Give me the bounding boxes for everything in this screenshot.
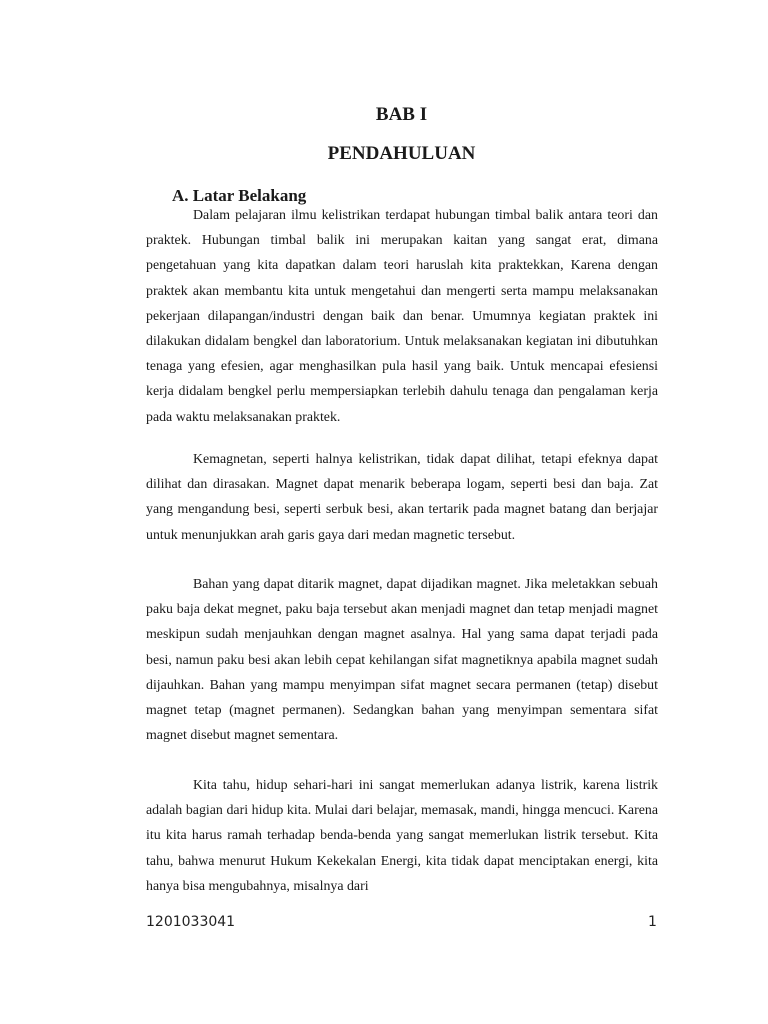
- paragraph-1: Dalam pelajaran ilmu kelistrikan terdapat hubungan timbal balik antara teori dan praktek. Hubungan timbal balik ini merupakan kaitan yang sangat erat, dimana pengetahuan yang kita dapatkan dalam teori haruslah kita praktekkan, Karena dengan praktek akan membantu kita untuk mengetahui dan mengerti serta mampu melaksanakan pekerjaan dilapangan/industri dengan baik dan benar. Umumnya kegiatan praktek ini dilakukan didalam bengkel dan laboratorium. Untuk melaksanakan kegiatan ini dibutuhkan tenaga yang efesien, agar menghasilkan pula hasil yang baik. Untuk mencapai efesiensi kerja didalam bengkel perlu mempersiapkan terlebih dahulu tenaga dan pengalaman kerja pada waktu melaksanakan praktek.: [146, 208, 658, 425]
- paragraph-3: Bahan yang dapat ditarik magnet, dapat dijadikan magnet. Jika meletakkan sebuah paku baja dekat megnet, paku baja tersebut akan menjadi magnet dan tetap menjadi magnet meskipun sudah menjauhkan dengan magnet asalnya. Hal yang sama dapat terjadi pada besi, namun paku besi akan lebih cepat kehilangan sifat magnetiknya apabila magnet sudah dijauhkan. Bahan yang mampu menyimpan sifat magnet secara permanen (tetap) disebut magnet tetap (magnet permanen). Sedangkan bahan yang menyimpan sementara sifat magnet disebut magnet sementara.: [146, 577, 658, 744]
- chapter-heading: BAB I: [375, 104, 428, 125]
- paragraph-2: Kemagnetan, seperti halnya kelistrikan, tidak dapat dilihat, tetapi efeknya dapat dilihat dan dirasakan. Magnet dapat menarik beberapa logam, seperti besi dan baja. Zat yang mengandung besi, seperti serbuk besi, akan tertarik pada magnet batang dan berjajar untuk menunjukkan arah garis gaya dari medan magnetic tersebut.: [146, 452, 658, 543]
- chapter-title: PENDAHULUAN: [327, 143, 476, 164]
- footer-student-id: 1201033041: [146, 914, 236, 930]
- section-heading: A. Latar Belakang: [172, 186, 307, 205]
- footer-page-number: 1: [648, 914, 657, 930]
- paragraph-4: Kita tahu, hidup sehari-hari ini sangat memerlukan adanya listrik, karena listrik adalah bagian dari hidup kita. Mulai dari belajar, memasak, mandi, hingga mencuci. Karena itu kita harus ramah terhadap benda-benda yang sangat memerlukan listrik tersebut. Kita tahu, bahwa menurut Hukum Kekekalan Energi, kita tidak dapat menciptakan energi, kita hanya bisa mengubahnya, misalnya dari: [146, 778, 658, 894]
